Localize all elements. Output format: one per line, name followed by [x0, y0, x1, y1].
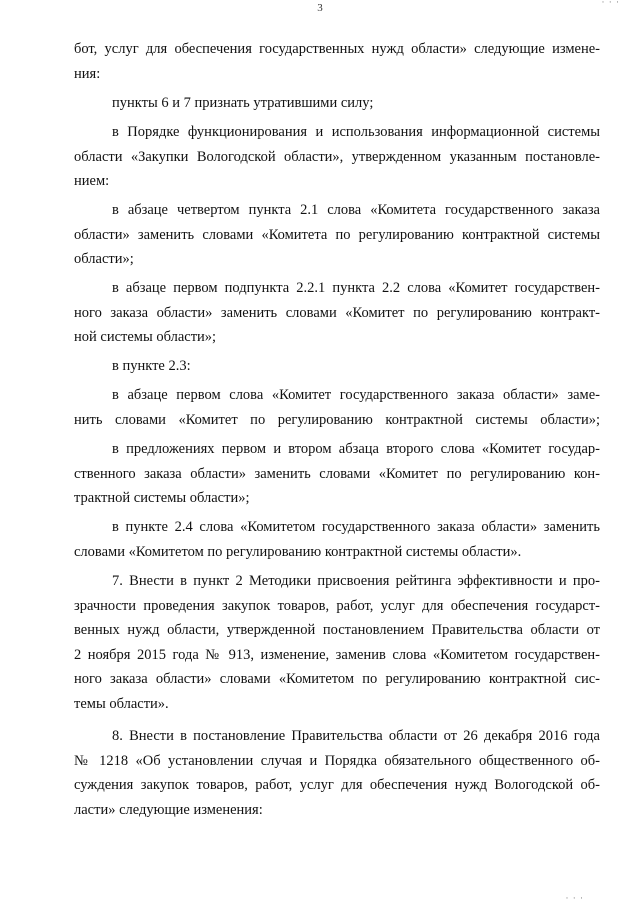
text-line: в абзаце первом подпункта 2.2.1 пункта 2.2 слова «Комитет государствен-: [112, 280, 600, 296]
text-line: трактной системы области»;: [74, 490, 250, 506]
text-line: в Порядке функционирования и использования информационной системы: [112, 124, 600, 140]
text-line: ния:: [74, 66, 101, 82]
text-line: суждения закупок товаров, работ, услуг для обеспечения нужд Вологодской об-: [74, 777, 600, 793]
text-line: словами «Комитетом по регулированию контрактной системы области».: [74, 544, 522, 560]
text-line: 7. Внести в пункт 2 Методики присвоения рейтинга эффективности и про-: [112, 573, 600, 589]
text-line: ственного заказа области» заменить словами «Комитет по регулированию кон-: [74, 466, 600, 482]
corner-mark-top: · · ·: [601, 0, 620, 7]
text-line: области»;: [74, 251, 134, 267]
text-line: ласти» следующие изменения:: [74, 802, 263, 818]
text-line: ного заказа области» словами «Комитетом по регулированию контрактной сис-: [74, 671, 600, 687]
text-line: бот, услуг для обеспечения государственных нужд области» следующие измене-: [74, 41, 600, 57]
text-line: в абзаце четвертом пункта 2.1 слова «Комитета государственного заказа: [112, 202, 600, 218]
text-line: ной системы области»;: [74, 329, 217, 345]
text-line: нием:: [74, 173, 110, 189]
text-line: области» заменить словами «Комитета по регулированию контрактной системы: [74, 227, 600, 243]
text-line: в абзаце первом слова «Комитет государственного заказа области» заме-: [112, 387, 600, 403]
text-line: ного заказа области» заменить словами «Комитет по регулированию контракт-: [74, 305, 600, 321]
text-line: венных нужд области, утвержденной постановлением Правительства области от: [74, 622, 600, 638]
corner-mark-bottom: · · ·: [565, 893, 584, 903]
text-line: в предложениях первом и втором абзаца второго слова «Комитет государ-: [112, 441, 600, 457]
text-line: зрачности проведения закупок товаров, работ, услуг для обеспечения государст-: [74, 598, 600, 614]
text-line: области «Закупки Вологодской области», утвержденном указанным постановле-: [74, 149, 600, 165]
text-line: пункты 6 и 7 признать утратившими силу;: [112, 95, 374, 111]
page-number: 3: [317, 2, 323, 14]
text-line: темы области».: [74, 696, 169, 712]
text-line: нить словами «Комитет по регулированию контрактной системы области»;: [74, 412, 600, 428]
text-line: в пункте 2.4 слова «Комитетом государственного заказа области» заменить: [112, 519, 600, 535]
text-line: в пункте 2.3:: [112, 358, 191, 374]
text-line: № 1218 «Об установлении случая и Порядка обязательного общественного об-: [74, 753, 600, 769]
text-line: 2 ноября 2015 года № 913, изменение, заменив слова «Комитетом государствен-: [74, 647, 600, 663]
text-line: 8. Внести в постановление Правительства области от 26 декабря 2016 года: [112, 728, 600, 744]
